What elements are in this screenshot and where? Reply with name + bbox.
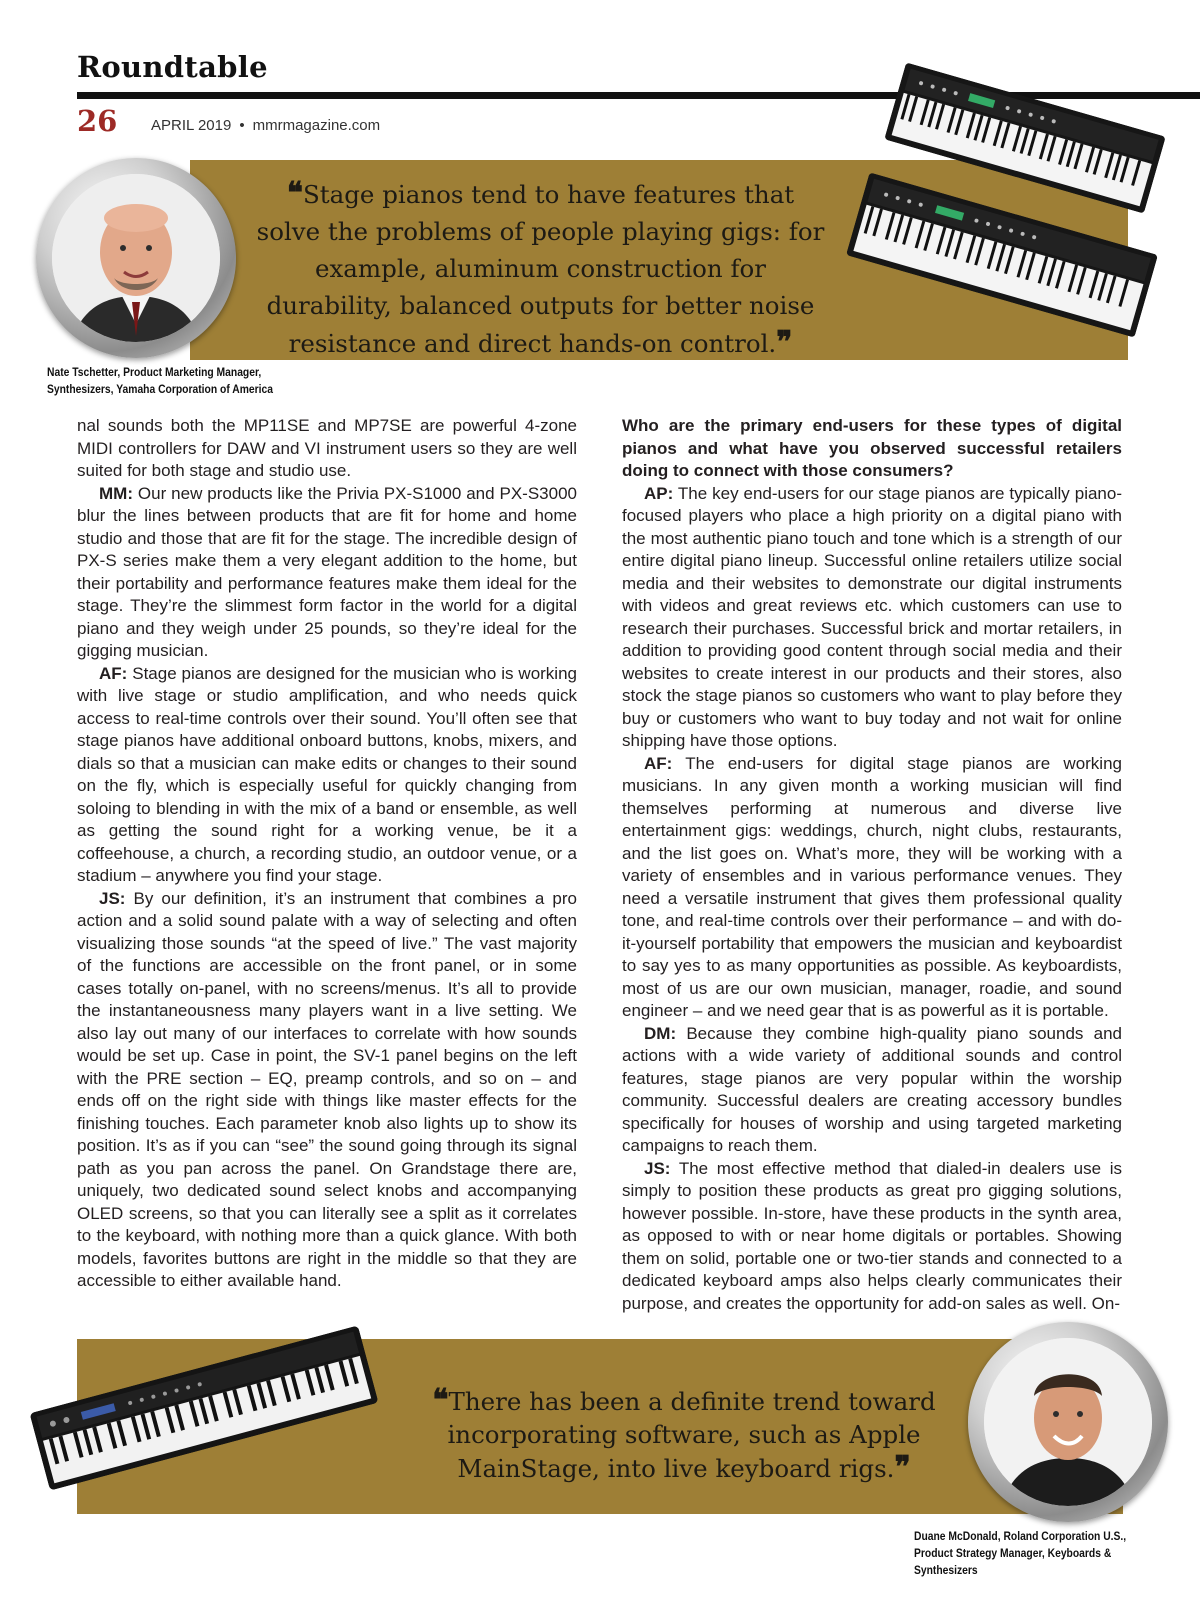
- interview-question: Who are the primary end-users for these types of digital pianos and what have you observed successful retailers doing to connect with those consumers?: [622, 416, 1122, 480]
- pullquote-bottom-caption: [914, 1528, 1160, 1579]
- issue-date: APRIL 2019: [151, 117, 232, 134]
- speaker-label: AF:: [644, 753, 673, 773]
- pullquote-bottom: [388, 1384, 980, 1485]
- caption-line: Product Strategy Manager, Keyboards & Synthesizers: [914, 1546, 1112, 1577]
- right-column: [622, 415, 1122, 1315]
- open-quote-mark: ❝: [432, 1383, 449, 1418]
- paragraph-text: nal sounds both the MP11SE and MP7SE are powerful 4-zone MIDI controllers for DAW and VI instrument users so they are well suited for both stage and studio use.: [77, 416, 577, 480]
- paragraph: [77, 415, 577, 483]
- caption-line: Synthesizers, Yamaha Corporation of America: [47, 382, 273, 396]
- caption-line: Duane McDonald, Roland Corporation U.S.,: [914, 1529, 1127, 1543]
- speaker-label: AP:: [644, 483, 674, 503]
- speaker-label: DM:: [644, 1023, 677, 1043]
- pullquote-top-caption: [47, 364, 273, 398]
- section-title: Roundtable: [77, 50, 268, 84]
- paragraph: [622, 483, 1122, 753]
- close-quote-mark: ❞: [776, 325, 793, 360]
- pullquote-bottom-text: There has been a definite trend toward incorporating software, such as Apple MainStage, into live keyboard rigs.: [447, 1387, 936, 1483]
- site-url: mmrmagazine.com: [252, 117, 381, 134]
- paragraph-text: By our definition, it’s an instrument that combines a pro action and a solid sound palate with a way of selecting and often visualizing those sounds “at the speed of live.” The vast majority of the functions are accessible on the front panel, or in some cases totally on-panel, with no screens/menus. It’s all to provide the instantaneousness many players want in a live setting. We also lay out many of our interfaces to correlate with how sounds would be set up. Case in point, the SV-1 panel begins on the left with the PRE section – EQ, preamp controls, and so on – and ends off on the right side with things like master effects for the finishing touches. Each parameter knob also lights up to show its position. It’s as if you can “see” the sound going through its signal path as you pan across the panel. On Grandstage there are, uniquely, two dedicated sound select knobs and accompanying OLED screens, so that you can literally see a split as it correlates to the keyboard, with nothing more than a quick glance. With both models, favorites buttons are right in the middle so that they are accessible to either available hand.: [77, 888, 577, 1290]
- speaker-label: JS:: [99, 888, 126, 908]
- page-number: 26: [77, 104, 118, 138]
- close-quote-mark: ❞: [894, 1450, 911, 1485]
- paragraph-text: The key end-users for our stage pianos are typically piano-focused players who place a high priority on a digital piano with the most authentic piano touch and tone which is a strength of our entire digital piano lineup. Successful online retailers utilize social media and their websites to demonstrate our digital instruments with videos and great reviews etc. which customers can use to research their purchases. Successful brick and mortar retailers, in addition to providing good content through social media and their websites to create interest in our products and their stores, also stock the stage pianos so customers who want to play before they buy or customers who want to buy today and not wait for online shipping have those options.: [622, 483, 1122, 750]
- paragraph: [77, 663, 577, 888]
- paragraph: [622, 1158, 1122, 1316]
- paragraph: [622, 753, 1122, 1023]
- paragraph-text: Our new products like the Privia PX-S1000 and PX-S3000 blur the lines between products that are fit for home and home studio and those that are fit for the stage. The incredible design of PX-S series make them a very elegant addition to the home, but their portability and performance features make them ideal for the stage. They’re the slimmest form factor in the world for a digital piano and they weigh under 25 pounds, so they’re ideal for the gigging musician.: [77, 483, 577, 660]
- portrait-nate-tschetter: [36, 158, 236, 358]
- caption-line: Nate Tschetter, Product Marketing Manager,: [47, 365, 262, 379]
- pullquote-top: [253, 175, 828, 362]
- portrait-duane-mcdonald: [968, 1322, 1168, 1522]
- paragraph-text: Because they combine high-quality piano sounds and actions with a wide variety of additional sounds and control features, stage pianos are very popular within the worship community. Successful dealers are creating accessory bundles specifically for houses of worship and using targeted marketing campaigns to reach them.: [622, 1023, 1122, 1155]
- open-quote-mark: ❝: [286, 176, 303, 211]
- paragraph: [622, 1023, 1122, 1158]
- paragraph-text: The end-users for digital stage pianos are working musicians. In any given month a working musician will find themselves performing at numerous and diverse live entertainment gigs: weddings, church, night clubs, restaurants, and the list goes on. What’s more, they will be working with a variety of ensembles and in various performance venues. They need a versatile instrument that gives them professional quality tone, and real-time controls over their performance – and with do-it-yourself portability that empowers the musician and keyboardist to say yes to as many opportunities as possible. As keyboardists, most of us are our own musician, manager, roadie, and sound engineer – and we need gear that is as powerful as it is portable.: [622, 753, 1122, 1020]
- folio: [151, 117, 380, 134]
- paragraph-text: The most effective method that dialed-in dealers use is simply to position these products as great pro gigging solutions, however possible. In-store, have these products in the synth area, as opposed to with or near home digitals or portables. Showing them on solid, portable one or two-tier stands and connected to a dedicated keyboard amps also helps clearly communicates their purpose, and creates the opportunity for add-on sales as well. On-: [622, 1158, 1122, 1313]
- paragraph: [77, 888, 577, 1293]
- paragraph-text: Stage pianos are designed for the musician who is working with live stage or studio amplification, and who needs quick access to real-time controls over their sound. You’ll often see that stage pianos have additional onboard buttons, knobs, mixers, and dials so that a musician can make edits or changes to their sound on the fly, which is especially useful for quickly changing from soloing to blending in with the mix of a band or ensemble, as well as getting the sound right for a working venue, be it a coffeehouse, a church, a recording studio, an outdoor venue, or a stadium – anywhere you find your stage.: [77, 663, 577, 885]
- pullquote-top-text: Stage pianos tend to have features that solve the problems of people playing gigs: for example, aluminum construction for durability, balanced outputs for better noise resistance and direct hands-on control.: [256, 180, 825, 358]
- speaker-label: MM:: [99, 483, 133, 503]
- paragraph: [77, 483, 577, 663]
- portrait-photo: [52, 174, 220, 342]
- portrait-photo: [984, 1338, 1152, 1506]
- speaker-label: JS:: [644, 1158, 671, 1178]
- speaker-label: AF:: [99, 663, 128, 683]
- folio-separator: •: [239, 117, 245, 134]
- left-column: [77, 415, 577, 1293]
